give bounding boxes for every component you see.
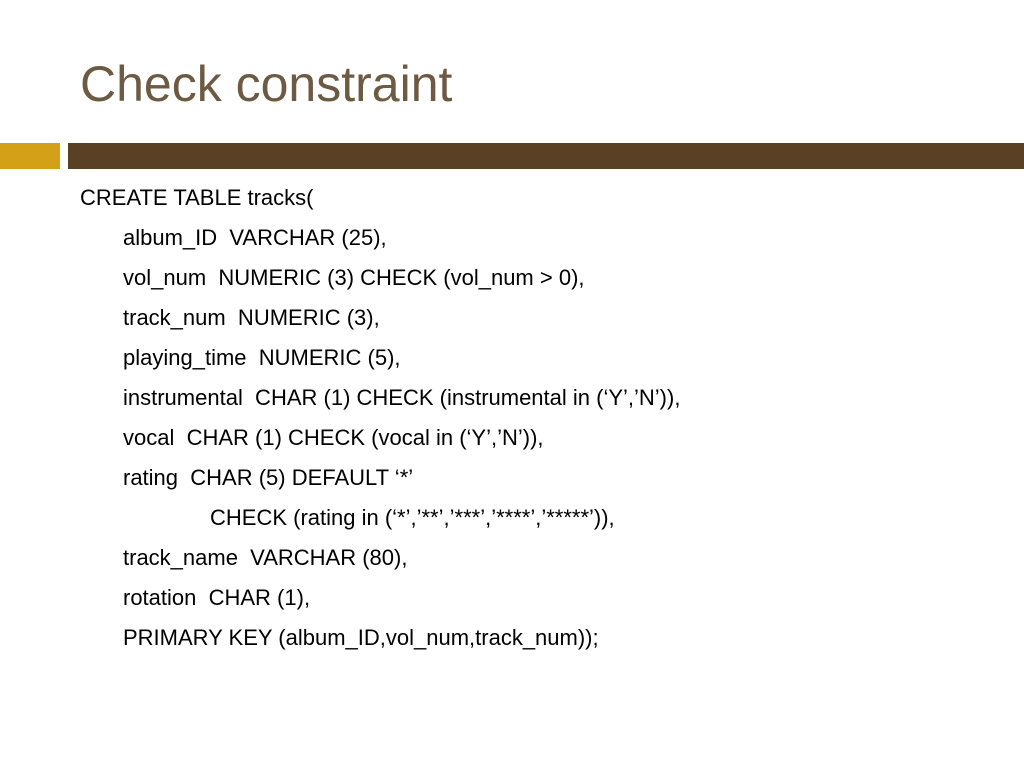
code-line: track_num NUMERIC (3),: [123, 305, 380, 330]
code-line: track_name VARCHAR (80),: [123, 545, 408, 570]
code-line: rating CHAR (5) DEFAULT ‘*’: [123, 465, 414, 490]
code-line: CREATE TABLE tracks(: [80, 185, 314, 210]
code-line: album_ID VARCHAR (25),: [123, 225, 387, 250]
slide-title: Check constraint: [80, 56, 453, 112]
sql-code-block: [80, 178, 1000, 658]
code-line: CHECK (rating in (‘*’,’**’,’***’,’****’,’*****’)),: [210, 505, 615, 530]
code-line: PRIMARY KEY (album_ID,vol_num,track_num));: [123, 625, 599, 650]
code-line: rotation CHAR (1),: [123, 585, 311, 610]
title-divider-bar: [68, 143, 1024, 169]
accent-bar: [0, 143, 60, 169]
code-line: playing_time NUMERIC (5),: [123, 345, 401, 370]
code-line: vocal CHAR (1) CHECK (vocal in (‘Y’,’N’)),: [123, 425, 544, 450]
code-line: instrumental CHAR (1) CHECK (instrumental in (‘Y’,’N’)),: [123, 385, 681, 410]
code-line: vol_num NUMERIC (3) CHECK (vol_num > 0),: [123, 265, 585, 290]
